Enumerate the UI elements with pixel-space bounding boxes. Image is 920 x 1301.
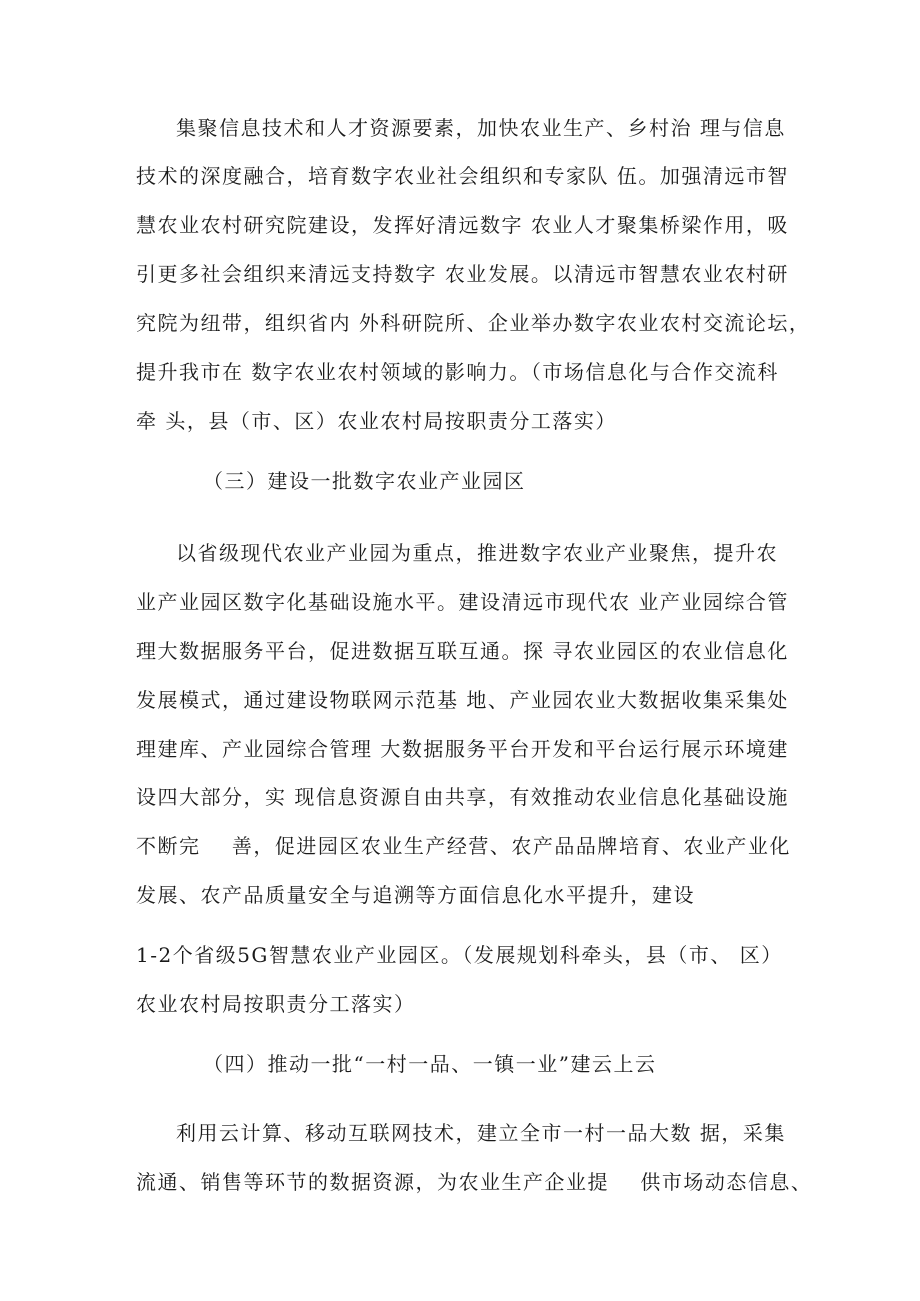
paragraph-2-line-5: 理建库、产业园综合管理 大数据服务平台开发和平台运行展示环境建 <box>136 737 789 761</box>
paragraph-1-line-1: 集聚信息技术和人才资源要素，加快农业生产、乡村治 理与信息 <box>176 116 786 140</box>
paragraph-2-line-7: 不断完 善，促进园区农业生产经营、农产品品牌培育、农业产业化 <box>136 834 791 858</box>
paragraph-1-line-2: 技术的深度融合，培育数字农业社会组织和专家队 伍。加强清远市智 <box>136 164 789 188</box>
paragraph-1-line-7: 牵 头，县（市、区）农业农村局按职责分工落实） <box>136 409 617 433</box>
paragraph-2-line-2: 业产业园区数字化基础设施水平。建设清远市现代农 业产业园综合管 <box>136 590 789 614</box>
paragraph-1-line-5: 究院为纽带，组织省内 外科研院所、企业举办数字农业农村交流论坛， <box>136 311 811 335</box>
paragraph-2-line-4: 发展模式，通过建设物联网示范基 地、产业园农业大数据收集采集处 <box>136 688 789 712</box>
paragraph-1-line-4: 引更多社会组织来清远支持数字 农业发展。以清远市智慧农业农村研 <box>136 262 789 286</box>
paragraph-2-line-8: 发展、农产品质量安全与追溯等方面信息化水平提升，建设 <box>136 883 695 907</box>
paragraph-4-line-1: 利用云计算、移动互联网技术，建立全市一村一品大数 据，采集 <box>176 1121 786 1145</box>
paragraph-3-line-1: 1-2个省级5G智慧农业产业园区。（发展规划科牵头，县（市、 区） <box>136 943 783 967</box>
paragraph-2-line-1: 以省级现代农业产业园为重点，推进数字农业产业聚焦，提升农 <box>176 541 778 565</box>
paragraph-2-line-6: 设四大部分，实 现信息资源自由共享，有效推动农业信息化基础设施 <box>136 785 789 809</box>
paragraph-2-line-3: 理大数据服务平台，促进数据互联互通。探 寻农业园区的农业信息化 <box>136 639 789 663</box>
section-heading-3: （三）建设一批数字农业产业园区 <box>203 469 526 493</box>
paragraph-3-line-2: 农业农村局按职责分工落实） <box>136 992 416 1016</box>
paragraph-1-line-6: 提升我市在 数字农业农村领域的影响力。（市场信息化与合作交流科 <box>136 360 779 384</box>
paragraph-4-line-2: 流通、销售等环节的数据资源，为农业生产企业提 供市场动态信息、 <box>136 1170 813 1194</box>
section-heading-4: （四）推动一批“一村一品、一镇一业”建云上云 <box>203 1052 657 1076</box>
paragraph-1-line-3: 慧农业农村研究院建设，发挥好清远数字 农业人才聚集桥梁作用，吸 <box>136 213 789 237</box>
